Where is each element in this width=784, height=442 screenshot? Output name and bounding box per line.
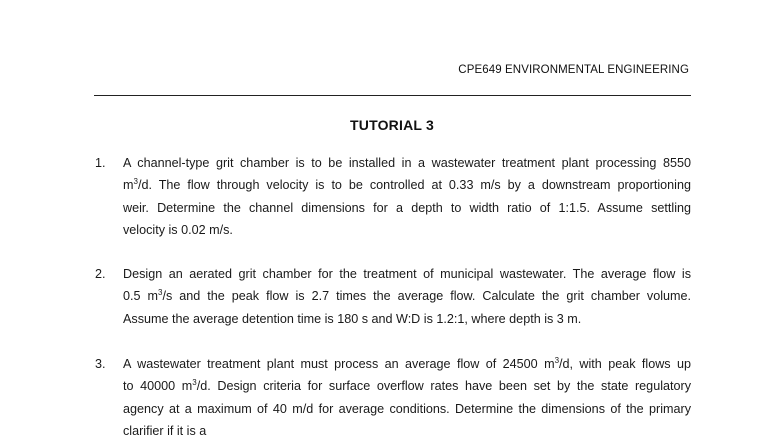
question-body — [123, 353, 691, 442]
cubic-superscript: 3 — [133, 177, 138, 187]
course-header: CPE649 ENVIRONMENTAL ENGINEERING — [458, 64, 689, 76]
question-number: 2. — [95, 267, 106, 281]
header-divider — [94, 95, 691, 96]
question-line: Design an aerated grit chamber for the treatment of municipal wastewater. The average flow is — [123, 267, 691, 281]
question-line: velocity is 0.02 m/s. — [123, 222, 233, 237]
question-1 — [95, 152, 691, 241]
question-body — [123, 263, 691, 330]
question-body — [123, 152, 691, 241]
question-line: A wastewater treatment plant must process an average flow of 24500 $m^3/d$, with peak flows up — [123, 356, 691, 371]
question-line: agency at a maximum of 40 m/d for average conditions. Determine the dimensions of the primary — [123, 401, 691, 416]
question-line: to 40000 $m^3/d$. Design criteria for surface overflow rates have been set by the state regulatory — [123, 378, 691, 394]
question-line: $m^3/d$. The flow through velocity is to be controlled at 0.33 m/s by a downstream proportioning — [123, 177, 691, 193]
question-number: 1. — [95, 156, 106, 170]
question-3 — [95, 353, 691, 442]
question-line: Assume the average detention time is 180 s and W:D is 1.2:1, where depth is 3 m. — [123, 311, 582, 326]
question-line: weir. Determine the channel dimensions for a depth to width ratio of 1:1.5. Assume settling — [123, 200, 691, 215]
cubic-superscript: 3 — [158, 288, 163, 298]
question-line: 0.5 $m^3/s$ and the peak flow is 2.7 times the average flow. Calculate the grit chamber volume. — [123, 288, 691, 304]
question-2 — [95, 263, 691, 330]
question-line: A channel-type grit chamber is to be installed in a wastewater treatment plant processing 8550 — [123, 156, 691, 170]
cubic-superscript: 3 — [192, 378, 197, 388]
question-line: clarifier if it is a — [123, 423, 207, 438]
page-title: TUTORIAL 3 — [350, 117, 434, 133]
cubic-superscript: 3 — [554, 356, 560, 365]
question-number: 3. — [95, 357, 106, 371]
